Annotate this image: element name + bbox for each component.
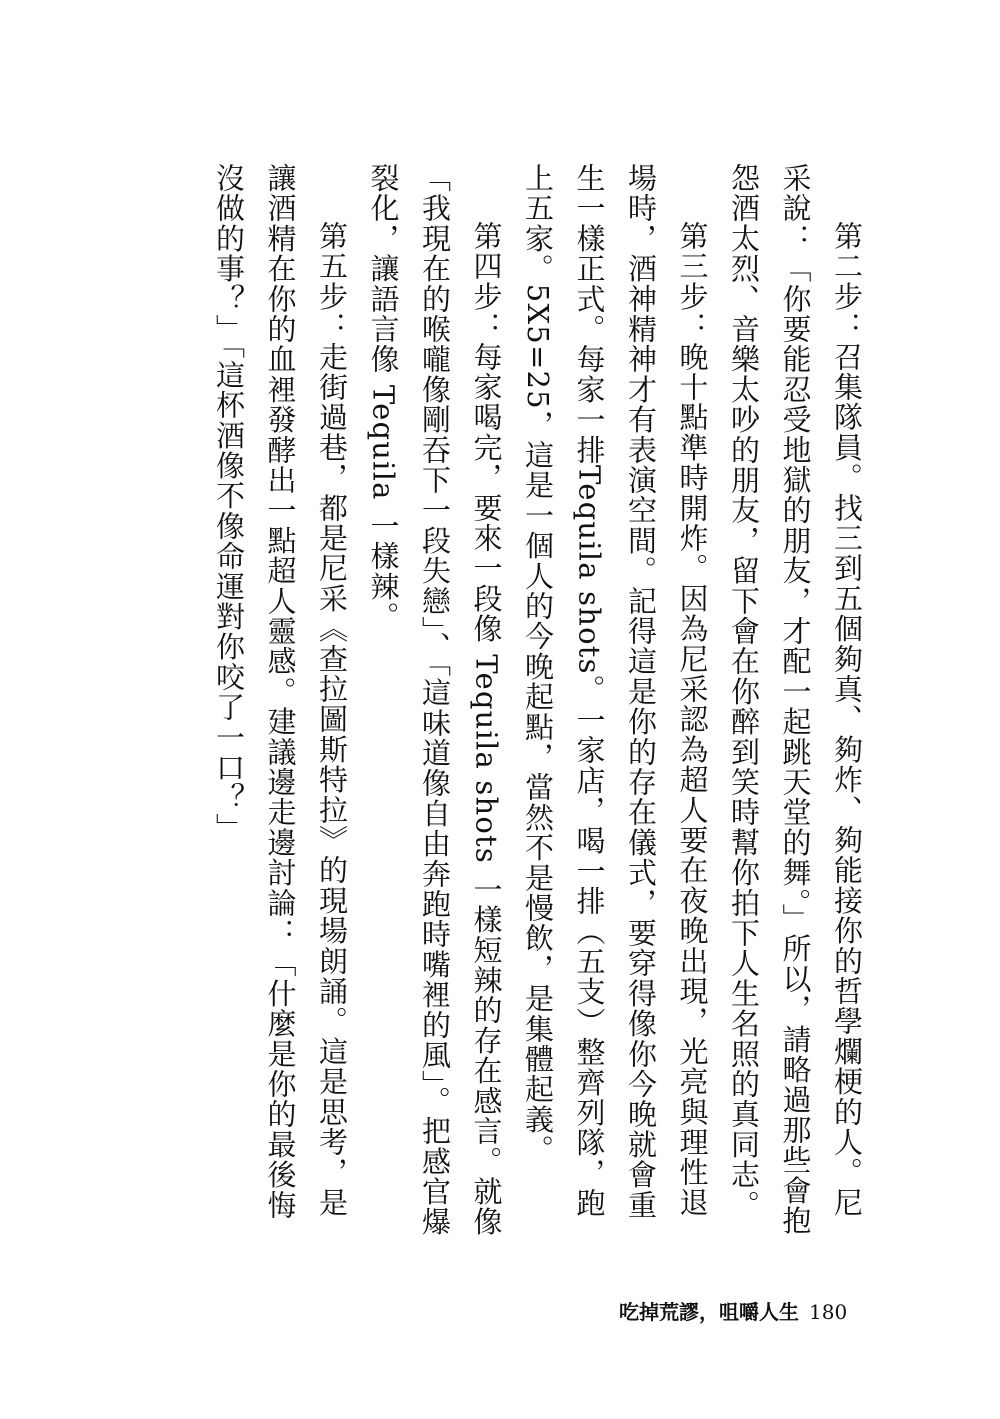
paragraph-step-four: 第四步：每家喝完，要來一段像 Tequila shots 一樣短辣的存在感言。就像「我現在的喉嚨像剛吞下一段失戀」、「這味道像自由奔跑時嘴裡的風」。把感官爆裂化，讓語言像 Tequila 一樣辣。 <box>366 163 504 1237</box>
paragraph-step-two: 第二步：召集隊員。找三到五個夠真、夠炸、夠能接你的哲學爛梗的人。尼采說：「你要能忍受地獄的朋友，才配一起跳天堂的舞。」所以，請略過那些會抱怨酒太烈、音樂太吵的朋友，留下會在你醉到笑時幫你拍下人生名照的真同志。 <box>727 163 864 1236</box>
page-number: 180 <box>809 1300 848 1324</box>
body-text <box>203 163 873 1243</box>
paragraph-step-three: 第三步：晚十點準時開炸。因為尼采認為超人要在夜晚出現，光亮與理性退場時，酒神精神才有表演空間。記得這是你的存在儀式，要穿得像你今晚就會重生一樣正式。每家一排Tequila shots。一家店，喝一排（五支）整齊列隊，跑上五家。5X5=25，這是一個人的今晚起點，當然不是慢飲，是集體起義。 <box>521 163 710 1220</box>
running-title: 吃掉荒謬，咀嚼人生 <box>619 1300 799 1324</box>
paragraph-step-five: 第五步：走街過巷，都是尼采《查拉圖斯特拉》的現場朗誦。這是思考，是讓酒精在你的血裡發酵出一點超人靈感。建議邊走邊討論：「什麼是你的最後悔沒做的事？」「這杯酒像不像命運對你咬了一口？」 <box>212 163 349 1220</box>
page-footer <box>619 1296 847 1325</box>
